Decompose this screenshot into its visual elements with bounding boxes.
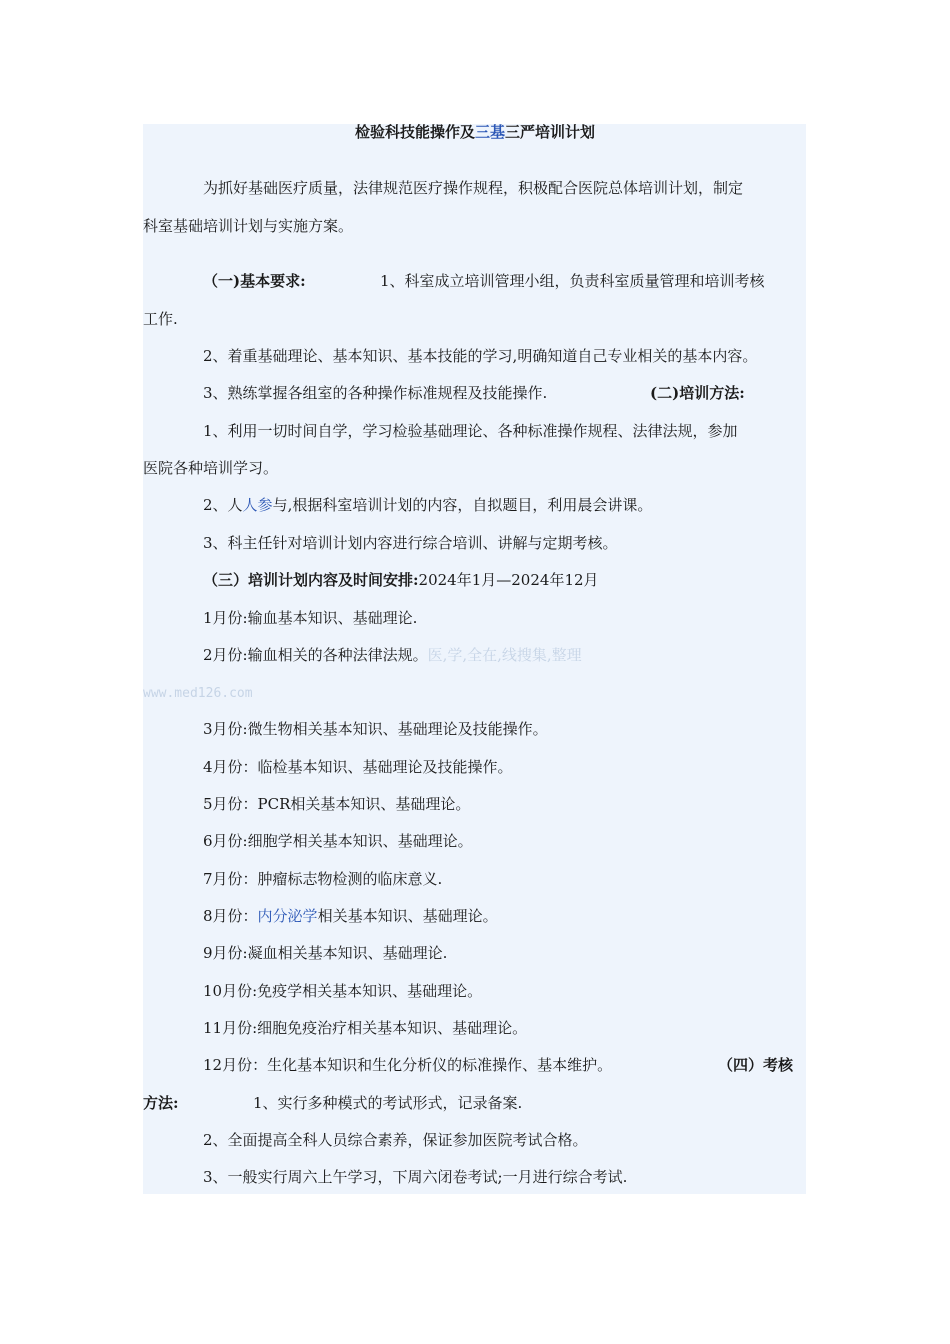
- link-endocrinology[interactable]: 内分泌学: [257, 907, 318, 925]
- month-3: 3月份:微生物相关基本知识、基础理论及技能操作。: [203, 720, 548, 738]
- month-2: 2月份:输血相关的各种法律法规。医,学,全在,线搜集,整理: [203, 646, 582, 664]
- month-12: 12月份：生化基本知识和生化分析仪的标准操作、基本维护。: [203, 1056, 613, 1074]
- month-4: 4月份：临检基本知识、基础理论及技能操作。: [203, 758, 513, 776]
- month-7: 7月份：肿瘤标志物检测的临床意义.: [203, 870, 443, 888]
- month-8: 8月份：内分泌学相关基本知识、基础理论。: [203, 907, 498, 925]
- section3-period: 2024年1月—2024年12月: [418, 571, 599, 589]
- document-title: [0, 122, 950, 142]
- month-1: 1月份:输血基本知识、基础理论.: [203, 609, 418, 627]
- section2-item1: 1、利用一切时间自学，学习检验基础理论、各种标准操作规程、法律法规，参加: [203, 422, 738, 440]
- section4-heading: （四）考核: [718, 1056, 794, 1074]
- section2-item1-cont: 医院各种培训学习。: [143, 459, 279, 477]
- section4-heading-cont: 方法:: [143, 1094, 179, 1112]
- month-5: 5月份：PCR相关基本知识、基础理论。: [203, 795, 471, 813]
- title-text-rest: 三严培训计划: [505, 123, 596, 141]
- section1-item3: 3、熟练掌握各组室的各种操作标准规程及技能操作.: [203, 384, 548, 402]
- section1-item1: 1、科室成立培训管理小组，负责科室质量管理和培训考核: [380, 272, 765, 290]
- section2-heading: (二)培训方法:: [650, 384, 745, 402]
- section3-heading-line: [203, 570, 599, 590]
- link-renshen[interactable]: 人参: [242, 496, 273, 514]
- section1-heading: （一)基本要求:: [203, 272, 306, 290]
- section4-item2: 2、全面提高全科人员综合素养，保证参加医院考试合格。: [203, 1131, 588, 1149]
- month-9: 9月份:凝血相关基本知识、基础理论.: [203, 944, 448, 962]
- section2-item2: 2、人人参与,根据科室培训计划的内容，自拟题目，利用晨会讲课。: [203, 496, 653, 514]
- section3-heading: （三）培训计划内容及时间安排:: [203, 571, 419, 589]
- intro-line-2: 科室基础培训计划与实施方案。: [143, 217, 354, 235]
- watermark-url: www.med126.com: [143, 686, 253, 701]
- intro-line-1: 为抓好基础医疗质量，法律规范医疗操作规程，积极配合医院总体培训计划，制定: [203, 179, 744, 197]
- section4-item1: 1、实行多种模式的考试形式，记录备案.: [253, 1094, 523, 1112]
- section2-item3: 3、科主任针对培训计划内容进行综合培训、讲解与定期考核。: [203, 534, 618, 552]
- section4-item3: 3、一般实行周六上午学习，下周六闭卷考试;一月进行综合考试.: [203, 1168, 628, 1186]
- watermark-text: 医,学,全在,线搜集,整理: [427, 646, 582, 664]
- section1-item2: 2、着重基础理论、基本知识、基本技能的学习,明确知道自己专业相关的基本内容。: [203, 347, 758, 365]
- month-11: 11月份:细胞免疫治疗相关基本知识、基础理论。: [203, 1019, 528, 1037]
- title-link-sanji[interactable]: 三基: [474, 123, 505, 141]
- title-text: 检验科技能操作及: [354, 123, 475, 141]
- month-6: 6月份:细胞学相关基本知识、基础理论。: [203, 832, 473, 850]
- section1-item1-cont: 工作.: [143, 310, 178, 328]
- month-10: 10月份:免疫学相关基本知识、基础理论。: [203, 982, 483, 1000]
